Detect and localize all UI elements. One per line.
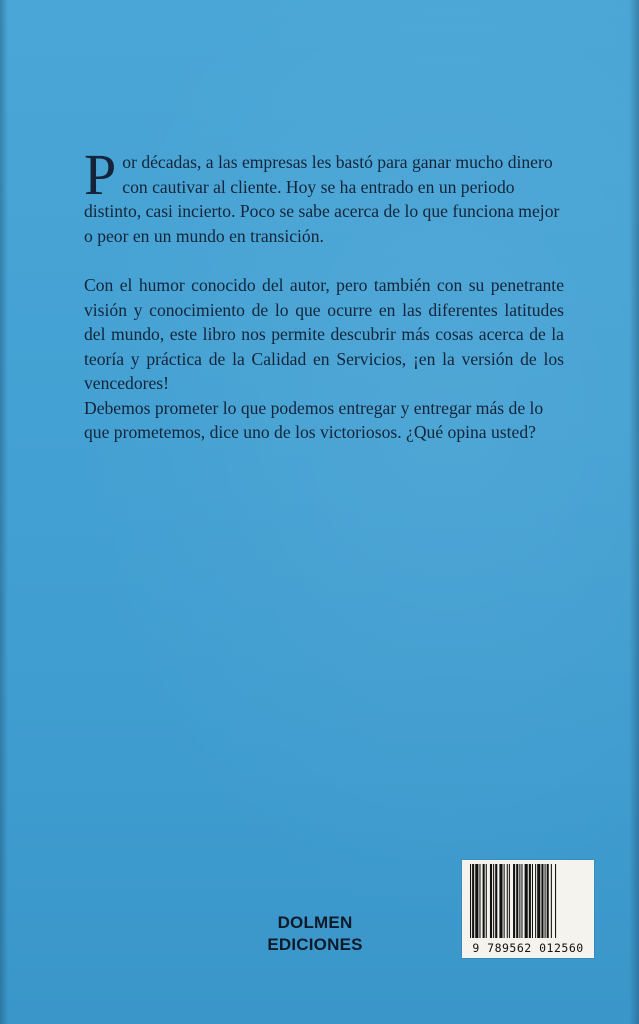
publisher-logo [240, 912, 390, 956]
barcode-bar [551, 864, 552, 938]
barcode-bar [519, 864, 520, 938]
barcode-bar [493, 864, 494, 938]
barcode-bar [486, 864, 487, 938]
barcode-bar [504, 864, 505, 938]
barcode-bar [535, 864, 536, 938]
barcode-bar [525, 864, 528, 938]
cover-left-edge [0, 0, 8, 1024]
blurb-paragraph-3: Debemos prometer lo que podemos entregar y entregar más de lo que prometemos, dice uno de los victoriosos. ¿Qué opina usted? [84, 397, 544, 442]
isbn-number: 9 789562 012560 [472, 941, 584, 955]
blurb-text [84, 142, 564, 445]
barcode-bar [499, 864, 502, 938]
blurb-paragraph-2: Con el humor conocido del autor, pero también con su penetrante visión y conocimiento de lo que ocurre en las diferentes latitudes del mundo, este libro nos permite descubrir más cosas acerca de la teoría y práctica de la Calidad en Servicios, ¡en la versión de los vencedores! [84, 275, 564, 393]
barcode-bar [547, 864, 549, 938]
barcode-bar [490, 864, 492, 938]
barcode-bar [537, 864, 540, 938]
barcode-bars [470, 864, 586, 942]
publisher-name-line-2: EDICIONES [267, 935, 363, 954]
barcode-bar [475, 864, 478, 938]
blurb-paragraph-1 [84, 142, 564, 248]
barcode-bar [545, 864, 546, 938]
barcode [462, 860, 594, 958]
barcode-bar [479, 864, 480, 938]
cover-right-edge [629, 0, 639, 1024]
barcode-bar [532, 864, 533, 938]
barcode-bar [483, 864, 485, 938]
barcode-bar [555, 864, 556, 938]
barcode-bar [529, 864, 531, 938]
barcode-bar [495, 864, 497, 938]
barcode-bar [472, 864, 474, 938]
barcode-bar [521, 864, 522, 938]
publisher-name-line-1: DOLMEN [277, 913, 353, 932]
barcode-bar [513, 864, 515, 938]
barcode-bar [507, 864, 508, 938]
drop-cap: P [84, 142, 117, 207]
barcode-bar [516, 864, 518, 938]
blurb-paragraph-1-text: or décadas, a las empresas les bastó para ganar mucho dinero con cautivar al cliente. Hoy se ha entrado en un periodo distinto, casi incierto. Poco se sabe acerca de lo que funciona mejor o peor en un mundo en transición. [84, 152, 560, 246]
barcode-bar [509, 864, 510, 938]
barcode-bar [470, 864, 471, 938]
barcode-bar [541, 864, 543, 938]
